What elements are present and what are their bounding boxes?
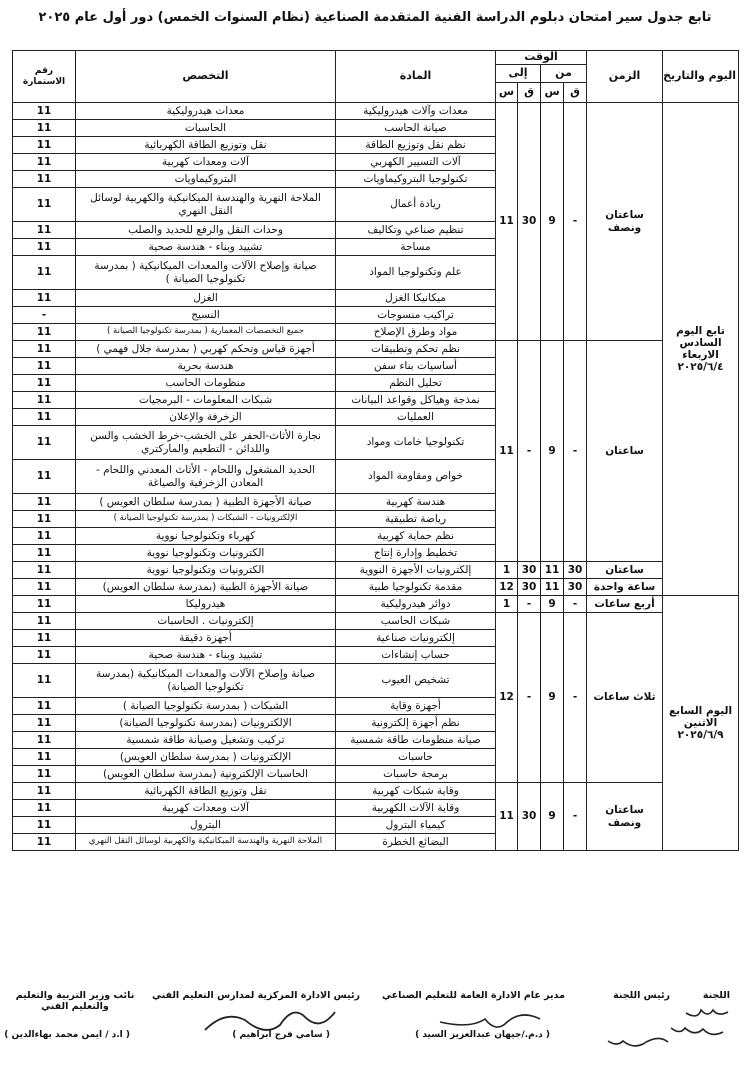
- subject-cell: تنظيم صناعي وتكاليف: [336, 222, 496, 239]
- header-to-hours: س: [496, 83, 518, 103]
- exam-duration: ساعتان: [587, 341, 663, 562]
- specialization-cell: الملاحة النهرية والهندسة الميكانيكية والكهربية لوسائل النقل النهري: [76, 188, 336, 222]
- subject-cell: أجهزة وقاية: [336, 698, 496, 715]
- form-number-cell: 11: [13, 817, 76, 834]
- committee-label: اللجنة: [702, 990, 730, 1001]
- header-subject: المادة: [336, 51, 496, 103]
- exam-duration: ساعتان ونصف: [587, 103, 663, 341]
- specialization-cell: آلات ومعدات كهربية: [76, 800, 336, 817]
- specialization-cell: وحدات النقل والرفع للحديد والصلب: [76, 222, 336, 239]
- specialization-cell: أجهزة قياس وتحكم كهربي ( بمدرسة جلال فهمي ): [76, 341, 336, 358]
- form-number-cell: -: [13, 307, 76, 324]
- table-row: [13, 579, 739, 596]
- form-number-cell: 11: [13, 511, 76, 528]
- header-to-minutes: ق: [518, 83, 541, 103]
- header-to: إلى: [496, 65, 541, 83]
- table-row: [13, 103, 739, 120]
- committee-head-label: رئيس اللجنة: [613, 990, 670, 1001]
- subject-cell: تكنولوجيا خامات ومواد: [336, 426, 496, 460]
- specialization-cell: الكترونيات وتكنولوجيا نووية: [76, 562, 336, 579]
- time-to-minutes: 30: [518, 103, 541, 341]
- exam-duration: ساعتان: [587, 562, 663, 579]
- time-to-hours: 12: [496, 613, 518, 783]
- specialization-cell: صيانة وإصلاح الآلات والمعدات الميكانيكية (بمدرسة تكنولوجيا الصيانة): [76, 664, 336, 698]
- time-to-minutes: -: [518, 596, 541, 613]
- specialization-cell: آلات ومعدات كهربية: [76, 154, 336, 171]
- table-row: [13, 783, 739, 800]
- form-number-cell: 11: [13, 596, 76, 613]
- header-from-hours: س: [541, 83, 564, 103]
- specialization-cell: البتروكيماويات: [76, 171, 336, 188]
- specialization-cell: جميع التخصصات المعمارية ( بمدرسة تكنولوجيا الصيانة ): [76, 324, 336, 341]
- subject-cell: وقاية الآلات الكهربية: [336, 800, 496, 817]
- form-number-cell: 11: [13, 664, 76, 698]
- deputy-minister-label: نائب وزير التربية والتعليم والتعليم الفني: [15, 990, 135, 1012]
- table-row: [13, 596, 739, 613]
- specialization-cell: منظومات الحاسب: [76, 375, 336, 392]
- subject-cell: حاسبات: [336, 749, 496, 766]
- subject-cell: تراكيب منسوجات: [336, 307, 496, 324]
- time-from-hours: 11: [541, 579, 564, 596]
- form-number-cell: 11: [13, 426, 76, 460]
- time-to-minutes: 30: [518, 783, 541, 851]
- subject-cell: ريادة أعمال: [336, 188, 496, 222]
- exam-schedule-table: [12, 50, 739, 851]
- subject-cell: وقاية شبكات كهربية: [336, 783, 496, 800]
- form-number-cell: 11: [13, 341, 76, 358]
- time-to-hours: 11: [496, 783, 518, 851]
- subject-cell: تكنولوجيا البتروكيماويات: [336, 171, 496, 188]
- subject-cell: نظم أجهزة إلكترونية: [336, 715, 496, 732]
- subject-cell: ميكانيكا الغزل: [336, 290, 496, 307]
- form-number-cell: 11: [13, 103, 76, 120]
- form-number-cell: 11: [13, 239, 76, 256]
- specialization-cell: نقل وتوزيع الطاقة الكهربائية: [76, 783, 336, 800]
- specialization-cell: الملاحة النهرية والهندسة الميكانيكية والكهربية لوسائل النقل النهري: [76, 834, 336, 851]
- form-number-cell: 11: [13, 494, 76, 511]
- form-number-cell: 11: [13, 562, 76, 579]
- subject-cell: إلكترونيات صناعية: [336, 630, 496, 647]
- subject-cell: دوائر هيدروليكية: [336, 596, 496, 613]
- gm-name: ( د.م./جيهان عبدالعزيز السيد ): [415, 1030, 550, 1040]
- form-number-cell: 11: [13, 766, 76, 783]
- exam-day: تابع اليوم السادس الاربعاء ٢٠٢٥/٦/٤: [663, 103, 739, 596]
- form-number-cell: 11: [13, 800, 76, 817]
- subject-cell: كيمياء البترول: [336, 817, 496, 834]
- form-number-cell: 11: [13, 732, 76, 749]
- header-from: من: [541, 65, 587, 83]
- form-number-cell: 11: [13, 222, 76, 239]
- specialization-cell: الكترونيات وتكنولوجيا نووية: [76, 545, 336, 562]
- specialization-cell: شبكات المعلومات - البرمجيات: [76, 392, 336, 409]
- exam-duration: أربع ساعات: [587, 596, 663, 613]
- specialization-cell: البترول: [76, 817, 336, 834]
- time-to-hours: 11: [496, 103, 518, 341]
- subject-cell: مساحة: [336, 239, 496, 256]
- header-specialization: التخصص: [76, 51, 336, 103]
- time-from-hours: 9: [541, 596, 564, 613]
- form-number-cell: 11: [13, 120, 76, 137]
- subject-cell: معدات وآلات هيدروليكية: [336, 103, 496, 120]
- page-title: تابع جدول سير امتحان دبلوم الدراسة الفنية المتقدمة الصناعية (نظام السنوات الخمس) دور أول عام ٢٠٢٥: [38, 10, 712, 25]
- form-number-cell: 11: [13, 392, 76, 409]
- time-to-hours: 11: [496, 341, 518, 562]
- specialization-cell: معدات هيدروليكية: [76, 103, 336, 120]
- form-number-cell: 11: [13, 375, 76, 392]
- form-number-cell: 11: [13, 256, 76, 290]
- form-number-cell: 11: [13, 171, 76, 188]
- table-row: [13, 613, 739, 630]
- exam-duration: ساعتان ونصف: [587, 783, 663, 851]
- subject-cell: نظم تحكم وتطبيقات: [336, 341, 496, 358]
- time-to-hours: 12: [496, 579, 518, 596]
- specialization-cell: صيانة الأجهزة الطبية (بمدرسة سلطان العويس): [76, 579, 336, 596]
- exam-duration: ساعة واحدة: [587, 579, 663, 596]
- specialization-cell: الإلكترونيات - الشبكات ( بمدرسة تكنولوجيا الصيانة ): [76, 511, 336, 528]
- form-number-cell: 11: [13, 290, 76, 307]
- committee-signatures: [588, 1002, 738, 1062]
- time-from-hours: 9: [541, 613, 564, 783]
- specialization-cell: صيانة وإصلاح الآلات والمعدات الميكانيكية ( بمدرسة تكنولوجيا الصيانة ): [76, 256, 336, 290]
- form-number-cell: 11: [13, 579, 76, 596]
- specialization-cell: هيدروليكا: [76, 596, 336, 613]
- time-from-minutes: -: [564, 341, 587, 562]
- subject-cell: صيانة الحاسب: [336, 120, 496, 137]
- specialization-cell: الإلكترونيات (بمدرسة تكنولوجيا الصيانة): [76, 715, 336, 732]
- subject-cell: مقدمة تكنولوجيا طبية: [336, 579, 496, 596]
- form-number-cell: 11: [13, 749, 76, 766]
- time-from-minutes: 30: [564, 579, 587, 596]
- time-from-hours: 9: [541, 103, 564, 341]
- time-from-minutes: -: [564, 613, 587, 783]
- table-row: [13, 341, 739, 358]
- time-from-hours: 9: [541, 341, 564, 562]
- subject-cell: برمجة حاسبات: [336, 766, 496, 783]
- time-from-minutes: 30: [564, 562, 587, 579]
- subject-cell: تخطيط وإدارة إنتاج: [336, 545, 496, 562]
- time-to-minutes: 30: [518, 562, 541, 579]
- time-to-hours: 1: [496, 596, 518, 613]
- subject-cell: حساب إنشاءات: [336, 647, 496, 664]
- subject-cell: خواص ومقاومة المواد: [336, 460, 496, 494]
- specialization-cell: تشييد وبناء - هندسة صحية: [76, 239, 336, 256]
- form-number-cell: 11: [13, 154, 76, 171]
- subject-cell: نظم نقل وتوزيع الطاقة: [336, 137, 496, 154]
- time-from-hours: 11: [541, 562, 564, 579]
- specialization-cell: إلكترونيات . الحاسبات: [76, 613, 336, 630]
- specialization-cell: صيانة الأجهزة الطبية ( بمدرسة سلطان العويس ): [76, 494, 336, 511]
- specialization-cell: الحاسبات الإلكترونية (بمدرسة سلطان العويس): [76, 766, 336, 783]
- form-number-cell: 11: [13, 698, 76, 715]
- form-number-cell: 11: [13, 783, 76, 800]
- subject-cell: مواد وطرق الإصلاح: [336, 324, 496, 341]
- time-to-minutes: 30: [518, 579, 541, 596]
- subject-cell: تشخيص العيوب: [336, 664, 496, 698]
- specialization-cell: نقل وتوزيع الطاقة الكهربائية: [76, 137, 336, 154]
- table-row: [13, 562, 739, 579]
- specialization-cell: النسيج: [76, 307, 336, 324]
- specialization-cell: الزخرفة والإعلان: [76, 409, 336, 426]
- form-number-cell: 11: [13, 188, 76, 222]
- subject-cell: إلكترونيات الأجهزة النووية: [336, 562, 496, 579]
- specialization-cell: الحاسبات: [76, 120, 336, 137]
- form-number-cell: 11: [13, 715, 76, 732]
- subject-cell: رياضة تطبيقية: [336, 511, 496, 528]
- header-duration: الزمن: [587, 51, 663, 103]
- header-form-number: رقم الاستمارة: [13, 51, 76, 103]
- specialization-cell: أجهزة دقيقة: [76, 630, 336, 647]
- time-to-minutes: -: [518, 341, 541, 562]
- subject-cell: هندسة كهربية: [336, 494, 496, 511]
- time-to-hours: 1: [496, 562, 518, 579]
- form-number-cell: 11: [13, 630, 76, 647]
- form-number-cell: 11: [13, 647, 76, 664]
- time-from-minutes: -: [564, 596, 587, 613]
- header-from-minutes: ق: [564, 83, 587, 103]
- subject-cell: آلات التسيير الكهربي: [336, 154, 496, 171]
- central-admin-label: رئيس الادارة المركزية لمدارس التعليم الفني: [152, 990, 360, 1001]
- form-number-cell: 11: [13, 545, 76, 562]
- specialization-cell: الإلكترونيات ( بمدرسة سلطان العويس): [76, 749, 336, 766]
- specialization-cell: هندسة بحرية: [76, 358, 336, 375]
- specialization-cell: تشييد وبناء - هندسة صحية: [76, 647, 336, 664]
- subject-cell: نمذجة وهياكل وقواعد البيانات: [336, 392, 496, 409]
- signatures-block: [0, 990, 750, 1080]
- subject-cell: تحليل النظم: [336, 375, 496, 392]
- specialization-cell: تركيب وتشغيل وصيانة طاقة شمسية: [76, 732, 336, 749]
- specialization-cell: كهرباء وتكنولوجيا نووية: [76, 528, 336, 545]
- exam-duration: ثلاث ساعات: [587, 613, 663, 783]
- subject-cell: شبكات الحاسب: [336, 613, 496, 630]
- form-number-cell: 11: [13, 358, 76, 375]
- central-admin-name: ( سامي فرج ابراهيم ): [232, 1030, 330, 1040]
- gm-label: مدير عام الادارة العامة للتعليم الصناعي: [382, 990, 565, 1001]
- form-number-cell: 11: [13, 613, 76, 630]
- form-number-cell: 11: [13, 324, 76, 341]
- form-number-cell: 11: [13, 834, 76, 851]
- subject-cell: نظم حماية كهربية: [336, 528, 496, 545]
- specialization-cell: الشبكات ( بمدرسة تكنولوجيا الصيانة ): [76, 698, 336, 715]
- header-day: اليوم والتاريخ: [663, 51, 739, 103]
- form-number-cell: 11: [13, 528, 76, 545]
- form-number-cell: 11: [13, 460, 76, 494]
- subject-cell: صيانة منظومات طاقة شمسية: [336, 732, 496, 749]
- time-from-minutes: -: [564, 103, 587, 341]
- specialization-cell: الغزل: [76, 290, 336, 307]
- header-time: الوقت: [496, 51, 587, 65]
- subject-cell: العمليات: [336, 409, 496, 426]
- form-number-cell: 11: [13, 409, 76, 426]
- form-number-cell: 11: [13, 137, 76, 154]
- subject-cell: أساسيات بناء سفن: [336, 358, 496, 375]
- subject-cell: علم وتكنولوجيا المواد: [336, 256, 496, 290]
- time-to-minutes: -: [518, 613, 541, 783]
- exam-day: اليوم السابع الاثنين ٢٠٢٥/٦/٩: [663, 596, 739, 851]
- specialization-cell: نجارة الأثاث-الحفر على الخشب-خرط الخشب والسن واللدائن - التطعيم والماركتري: [76, 426, 336, 460]
- deputy-minister-name: ( ا.د / ايمن محمد بهاءالدين ): [4, 1030, 130, 1040]
- time-from-minutes: -: [564, 783, 587, 851]
- subject-cell: البضائع الخطرة: [336, 834, 496, 851]
- specialization-cell: الحديد المشغول واللحام - الأثاث المعدني واللحام - المعادن الزخرفية والصياغة: [76, 460, 336, 494]
- time-from-hours: 9: [541, 783, 564, 851]
